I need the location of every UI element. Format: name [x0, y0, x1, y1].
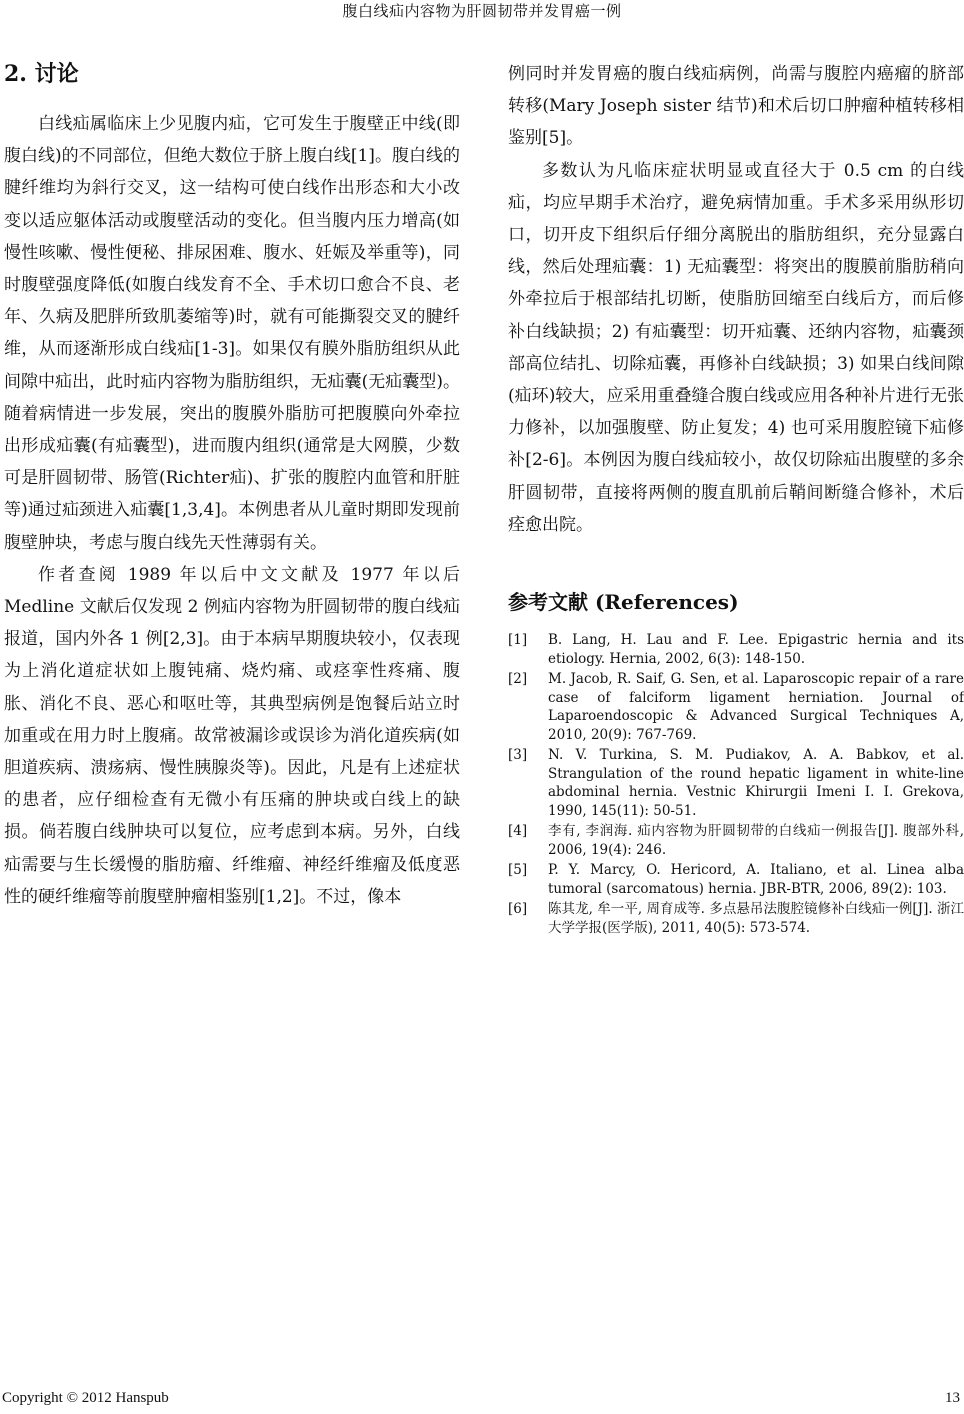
reference-item [508, 670, 964, 744]
section-heading: 2. 讨论 [4, 61, 79, 87]
reference-item [508, 900, 964, 937]
reference-text: M. Jacob, R. Saif, G. Sen, et al. Laparoscopic repair of a rare case of falciform ligament herniation. Journal of Laparoendoscopic & Advanced Surgical Techniques A, 2010, 20(9): 767-769. [548, 671, 964, 743]
reference-item [508, 631, 964, 668]
reference-text: P. Y. Marcy, O. Hericord, A. Italiano, et al. Linea alba tumoral (sarcomatous) hernia. JBR-BTR, 2006, 89(2): 103. [548, 862, 964, 897]
reference-number: [3] [508, 747, 528, 764]
reference-number: [6] [508, 901, 528, 918]
page-number: 13 [945, 1390, 960, 1406]
reference-text: 陈其龙, 牟一平, 周育成等. 多点悬吊法腹腔镜修补白线疝一例[J]. 浙江大学学报(医学版), 2011, 40(5): 573-574. [548, 901, 964, 936]
reference-text: 李有, 李润海. 疝内容物为肝圆韧带的白线疝一例报告[J]. 腹部外科, 2006, 19(4): 246. [548, 823, 964, 858]
body-paragraph: 白线疝属临床上少见腹内疝，它可发生于腹壁正中线(即腹白线)的不同部位，但绝大数位于脐上腹白线[1]。腹白线的腱纤维均为斜行交叉，这一结构可使白线作出形态和大小改变以适应躯体活动或腹壁活动的变化。但当腹内压力增高(如慢性咳嗽、慢性便秘、排尿困难、腹水、妊娠及举重等)，同时腹壁强度降低(如腹白线发育不全、手术切口愈合不良、老年、久病及肥胖所致肌萎缩等)时，就有可能撕裂交叉的腱纤维，从而逐渐形成白线疝[1-3]。如果仅有膜外脂肪组织从此间隙中疝出，此时疝内容物为脂肪组织，无疝囊(无疝囊型)。随着病情进一步发展，突出的腹膜外脂肪可把腹膜向外牵拉出形成疝囊(有疝囊型)，进而腹内组织(通常是大网膜，少数可是肝圆韧带、肠管(Richter疝)、扩张的腹腔内血管和肝脏等)通过疝颈进入疝囊[1,3,4]。本例患者从儿童时期即发现前腹壁肿块，考虑与腹白线先天性薄弱有关。 [4, 114, 460, 553]
reference-number: [5] [508, 862, 528, 879]
reference-text: N. V. Turkina, S. M. Pudiakov, A. A. Babkov, et al. Strangulation of the round hepatic ligament in white-line abdominal hernia. Vestnic Khirurgii Imeni I. I. Grekova, 1990, 145(11): 50-51. [548, 747, 964, 819]
references-list [508, 631, 964, 937]
reference-number: [4] [508, 823, 528, 840]
reference-text: B. Lang, H. Lau and F. Lee. Epigastric hernia and its etiology. Hernia, 2002, 6(3): 148-150. [548, 632, 964, 667]
body-paragraph: 作者查阅 1989 年以后中文文献及 1977 年以后 Medline 文献后仅发现 2 例疝内容物为肝圆韧带的腹白线疝报道，国内外各 1 例[2,3]。由于本病早期腹块较小，仅表现为上消化道症状如上腹钝痛、烧灼痛、或痉挛性疼痛、腹胀、消化不良、恶心和呕吐等，其典型病例是饱餐后站立时加重或在用力时上腹痛。故常被漏诊或误诊为消化道疾病(如胆道疾病、溃疡病、慢性胰腺炎等)。因此，凡是有上述症状的患者，应仔细检查有无微小有压痛的肿块或白线上的缺损。倘若腹白线肿块可以复位，应考虑到本病。另外，白线疝需要与生长缓慢的脂肪瘤、纤维瘤、神经纤维瘤及低度恶性的硬纤维瘤等前腹壁肿瘤相鉴别[1,2]。不过，像本 [4, 564, 460, 907]
reference-number: [2] [508, 671, 528, 688]
page-footer [0, 1390, 964, 1410]
reference-item [508, 822, 964, 859]
references-heading: 参考文献 (References) [508, 590, 739, 615]
left-column [4, 58, 460, 913]
reference-number: [1] [508, 632, 528, 649]
reference-item [508, 861, 964, 898]
copyright-notice: Copyright © 2012 Hanspub [2, 1390, 169, 1406]
body-paragraph-continued: 例同时并发胃癌的腹白线疝病例，尚需与腹腔内癌瘤的脐部转移(Mary Joseph sister 结节)和术后切口肿瘤种植转移相鉴别[5]。 [508, 64, 964, 149]
right-column [508, 58, 964, 939]
body-paragraph: 多数认为凡临床症状明显或直径大于 0.5 cm 的白线疝，均应早期手术治疗，避免病情加重。手术多采用纵形切口，切开皮下组织后仔细分离脱出的脂肪组织，充分显露白线，然后处理疝囊：1) 无疝囊型：将突出的腹膜前脂肪稍向外牵拉后于根部结扎切断，使脂肪回缩至白线后方，而后修补白线缺损；2) 有疝囊型：切开疝囊、还纳内容物，疝囊颈部高位结扎、切除疝囊，再修补白线缺损；3) 如果白线间隙(疝环)较大，应采用重叠缝合腹白线或应用各种补片进行无张力修补，以加强腹壁、防止复发；4) 也可采用腹腔镜下疝修补[2-6]。本例因为腹白线疝较小，故仅切除疝出腹壁的多余肝圆韧带，直接将两侧的腹直肌前后鞘间断缝合修补，术后痊愈出院。 [508, 160, 964, 535]
running-header: 腹白线疝内容物为肝圆韧带并发胃癌一例 [342, 2, 622, 20]
reference-item [508, 746, 964, 820]
